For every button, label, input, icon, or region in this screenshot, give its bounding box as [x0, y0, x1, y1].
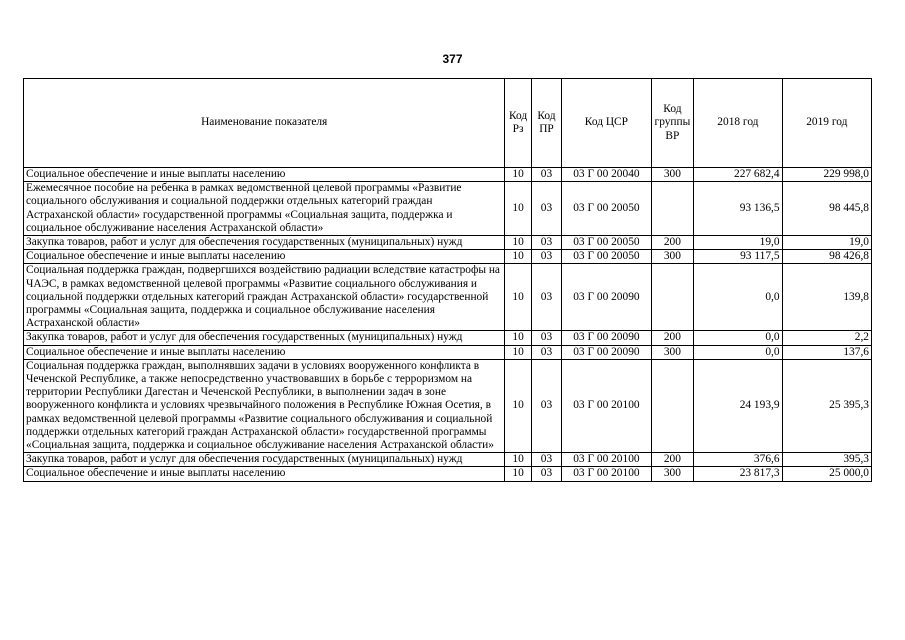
header-row	[24, 79, 872, 168]
budget-table	[23, 78, 872, 482]
table-row	[24, 264, 872, 331]
cell-2019: 98 426,8	[782, 250, 871, 264]
cell-vr: 200	[651, 236, 694, 250]
cell-csr: 03 Г 00 20100	[562, 359, 651, 452]
cell-rz: 10	[505, 264, 531, 331]
cell-csr: 03 Г 00 20040	[562, 168, 651, 182]
cell-pr: 03	[531, 453, 561, 467]
cell-csr: 03 Г 00 20050	[562, 250, 651, 264]
cell-2019: 395,3	[782, 453, 871, 467]
cell-2019: 98 445,8	[782, 182, 871, 236]
header-name: Наименование показателя	[24, 79, 505, 168]
cell-vr: 200	[651, 453, 694, 467]
cell-csr: 03 Г 00 20050	[562, 236, 651, 250]
cell-2018: 0,0	[694, 345, 782, 359]
cell-name: Закупка товаров, работ и услуг для обеспечения государственных (муниципальных) нужд	[24, 453, 505, 467]
cell-2018: 227 682,4	[694, 168, 782, 182]
cell-rz: 10	[505, 182, 531, 236]
header-pr: Код ПР	[531, 79, 561, 168]
cell-rz: 10	[505, 236, 531, 250]
table-row	[24, 453, 872, 467]
cell-rz: 10	[505, 168, 531, 182]
header-rz: Код Рз	[505, 79, 531, 168]
cell-csr: 03 Г 00 20090	[562, 264, 651, 331]
cell-vr	[651, 182, 694, 236]
cell-vr	[651, 359, 694, 452]
table-row	[24, 345, 872, 359]
header-2018: 2018 год	[694, 79, 782, 168]
cell-2019: 2,2	[782, 331, 871, 345]
cell-2018: 93 136,5	[694, 182, 782, 236]
cell-pr: 03	[531, 345, 561, 359]
cell-2018: 0,0	[694, 264, 782, 331]
cell-name: Социальное обеспечение и иные выплаты населению	[24, 467, 505, 481]
cell-pr: 03	[531, 182, 561, 236]
table-row	[24, 168, 872, 182]
page-number: 377	[442, 52, 463, 66]
cell-pr: 03	[531, 359, 561, 452]
cell-2018: 93 117,5	[694, 250, 782, 264]
cell-2019: 25 395,3	[782, 359, 871, 452]
cell-2018: 24 193,9	[694, 359, 782, 452]
cell-csr: 03 Г 00 20090	[562, 345, 651, 359]
cell-2018: 376,6	[694, 453, 782, 467]
cell-name: Социальная поддержка граждан, подвергшихся воздействию радиации вследствие катастрофы на ЧАЭС, в рамках ведомственной целевой программы «Развитие социального обслуживания и социальной поддержки отдельных категорий граждан Астраханской области» государственной программы «Социальная защита, поддержка и социальное обслуживание населения Астраханской области»	[24, 264, 505, 331]
cell-rz: 10	[505, 359, 531, 452]
cell-rz: 10	[505, 345, 531, 359]
cell-vr	[651, 264, 694, 331]
table-row	[24, 359, 872, 452]
cell-2018: 19,0	[694, 236, 782, 250]
cell-vr: 300	[651, 345, 694, 359]
cell-csr: 03 Г 00 20050	[562, 182, 651, 236]
table-row	[24, 236, 872, 250]
cell-2019: 229 998,0	[782, 168, 871, 182]
table-row	[24, 182, 872, 236]
cell-name: Закупка товаров, работ и услуг для обеспечения государственных (муниципальных) нужд	[24, 331, 505, 345]
cell-rz: 10	[505, 453, 531, 467]
cell-csr: 03 Г 00 20090	[562, 331, 651, 345]
cell-2019: 25 000,0	[782, 467, 871, 481]
cell-name: Социальное обеспечение и иные выплаты населению	[24, 345, 505, 359]
table-row	[24, 250, 872, 264]
cell-pr: 03	[531, 264, 561, 331]
cell-pr: 03	[531, 467, 561, 481]
cell-vr: 300	[651, 168, 694, 182]
cell-vr: 200	[651, 331, 694, 345]
cell-pr: 03	[531, 236, 561, 250]
cell-2019: 137,6	[782, 345, 871, 359]
header-csr: Код ЦСР	[562, 79, 651, 168]
cell-csr: 03 Г 00 20100	[562, 467, 651, 481]
table-row	[24, 331, 872, 345]
cell-2018: 0,0	[694, 331, 782, 345]
cell-pr: 03	[531, 331, 561, 345]
cell-name: Закупка товаров, работ и услуг для обеспечения государственных (муниципальных) нужд	[24, 236, 505, 250]
cell-rz: 10	[505, 331, 531, 345]
cell-name: Ежемесячное пособие на ребенка в рамках ведомственной целевой программы «Развитие социального обслуживания и социальной поддержки отдельных категорий граждан Астраханской области» государственной программы «Социальная защита, поддержка и социальное обслуживание населения Астраханской области»	[24, 182, 505, 236]
cell-2019: 139,8	[782, 264, 871, 331]
cell-2018: 23 817,3	[694, 467, 782, 481]
cell-name: Социальная поддержка граждан, выполнявших задачи в условиях вооруженного конфликта в Чеченской Республике, а также непосредственно участвовавших в борьбе с терроризмом на территории Республики Дагестан и Чеченской Республики, в выполнении задач в зоне вооруженного конфликта и условиях чрезвычайного положения в Республике Южная Осетия, в рамках ведомственной целевой программы «Развитие социального обслуживания и социальной поддержки отдельных категорий граждан Астраханской области» государственной программы «Социальная защита, поддержка и социальное обслуживание населения Астраханской области»	[24, 359, 505, 452]
cell-rz: 10	[505, 467, 531, 481]
table-row	[24, 467, 872, 481]
header-2019: 2019 год	[782, 79, 871, 168]
header-vr: Код группы ВР	[651, 79, 694, 168]
cell-vr: 300	[651, 250, 694, 264]
cell-pr: 03	[531, 168, 561, 182]
cell-vr: 300	[651, 467, 694, 481]
cell-name: Социальное обеспечение и иные выплаты населению	[24, 250, 505, 264]
cell-rz: 10	[505, 250, 531, 264]
cell-name: Социальное обеспечение и иные выплаты населению	[24, 168, 505, 182]
cell-pr: 03	[531, 250, 561, 264]
cell-csr: 03 Г 00 20100	[562, 453, 651, 467]
cell-2019: 19,0	[782, 236, 871, 250]
